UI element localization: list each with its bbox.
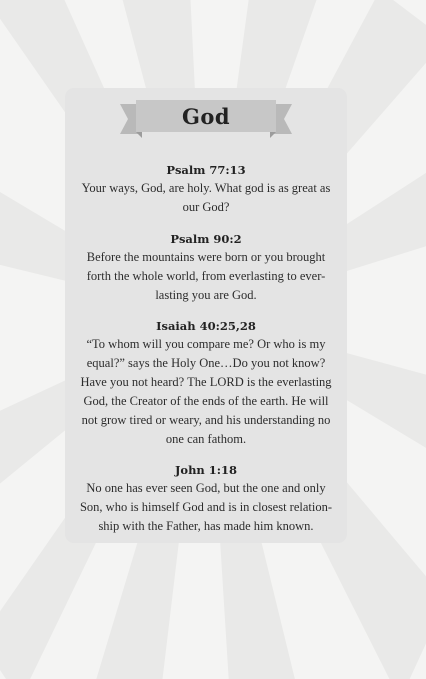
verse-item bbox=[65, 462, 347, 536]
verse-text: Before the mountains were born or you brought forth the whole world, from everlasting to ever-lasting you are God. bbox=[86, 250, 326, 302]
verse-list bbox=[65, 162, 347, 536]
verse-item bbox=[65, 231, 347, 305]
verse-text: No one has ever seen God, but the one and only Son, who is himself God and is in closest relation-ship with the Father, has made him known. bbox=[79, 481, 333, 533]
verse-card bbox=[65, 88, 347, 543]
verse-reference: Psalm 90:2 bbox=[170, 232, 242, 246]
verse-reference: Psalm 77:13 bbox=[166, 163, 246, 177]
verse-reference: John 1:18 bbox=[174, 463, 238, 477]
verse-text: “To whom will you compare me? Or who is my equal?” says the Holy One…Do you not know? Have you not heard? The LORD is the everlasting God, the Creator of the ends of the earth. He will not grow tired or weary, and his understanding no one can fathom. bbox=[80, 337, 332, 446]
verse-text: Your ways, God, are holy. What god is as great as our God? bbox=[81, 181, 331, 214]
card-title: God bbox=[181, 104, 231, 129]
verse-reference: Isaiah 40:25,28 bbox=[156, 319, 256, 333]
verse-item bbox=[65, 162, 347, 217]
verse-item bbox=[65, 318, 347, 449]
title-banner bbox=[120, 98, 292, 140]
